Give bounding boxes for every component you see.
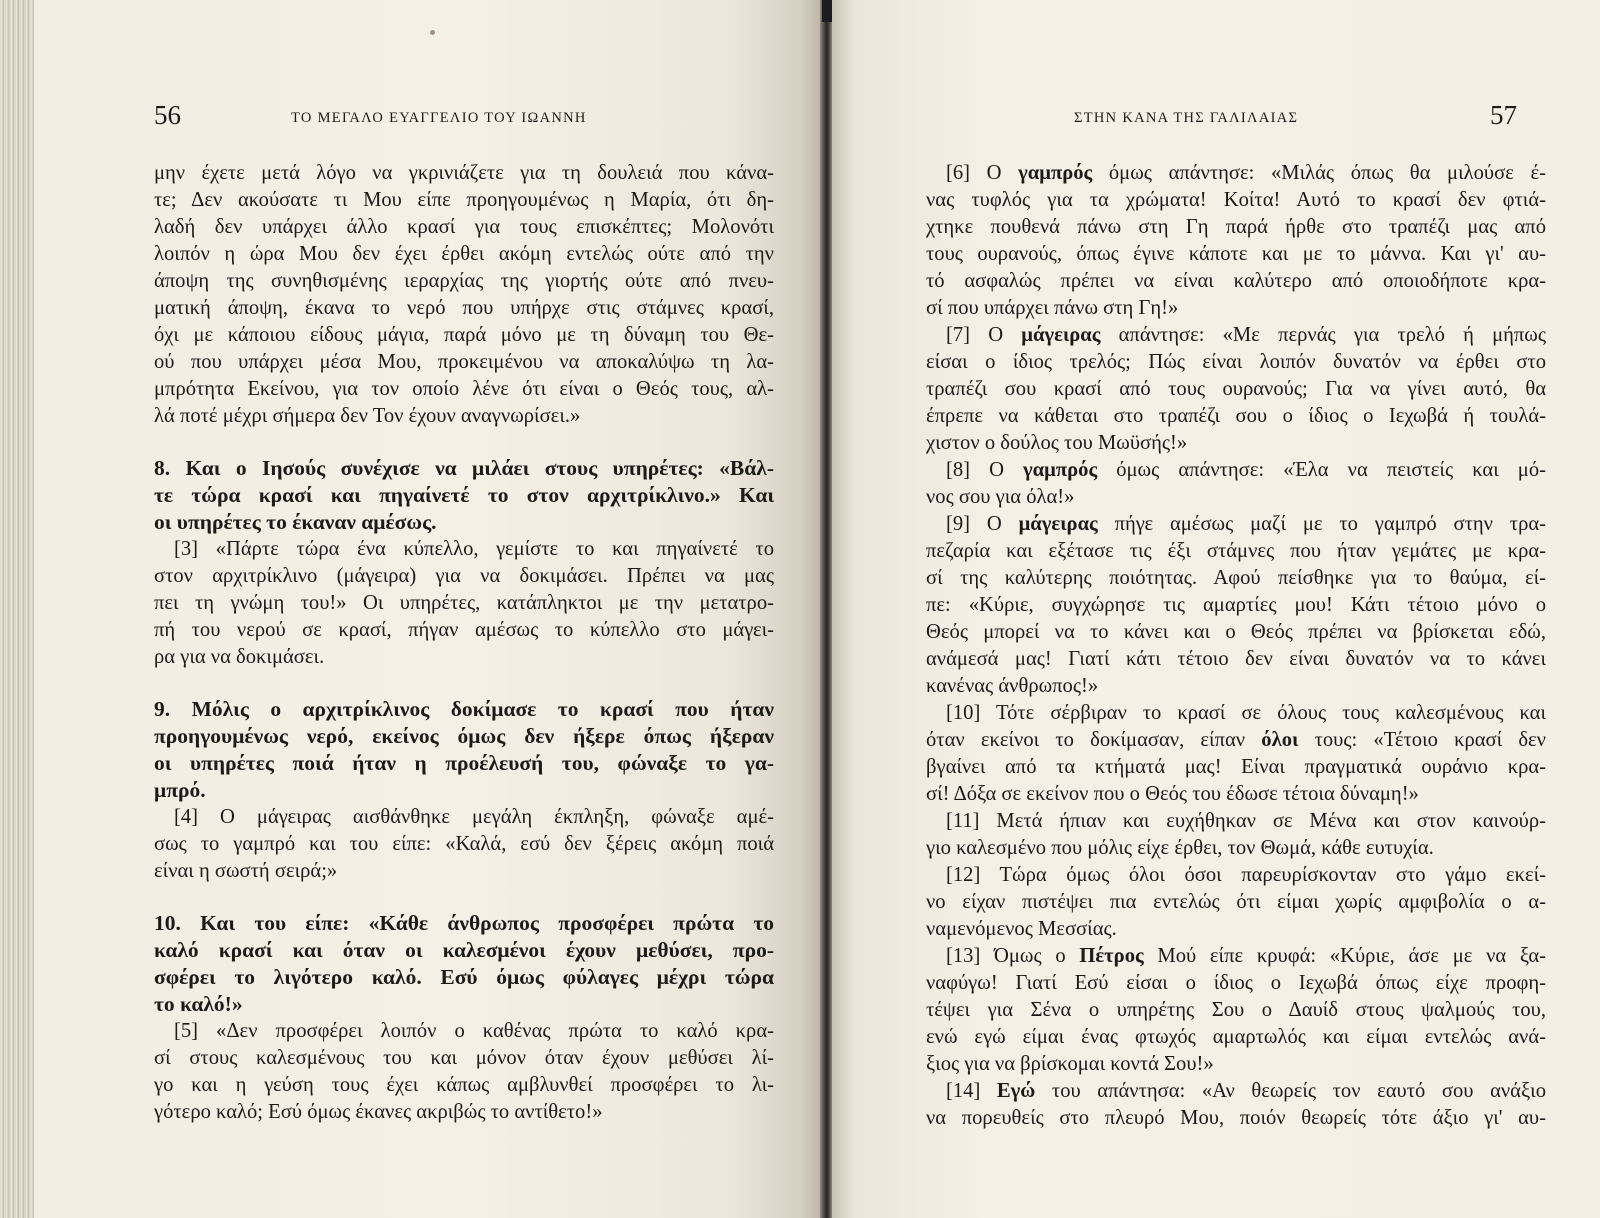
- text-line: όχι με κάποιου είδους μάγια, παρά μόνο με τη δύναμη του Θε-: [154, 324, 774, 346]
- text-line: [926, 781, 1546, 808]
- text-line: μπρότητα Εκείνου, για τον οποίο λένε ότι είναι ο Θεός τους, αλ-: [154, 378, 774, 400]
- text-line: [926, 1078, 1546, 1105]
- left-text-column: [154, 160, 774, 1126]
- text-run: ανάμεσά μας! Γιατί κάτι τέτοιο δεν είναι δυνατόν να το κάνει: [926, 648, 1546, 670]
- text-line: [5] «Δεν προσφέρει λοιπόν ο καθένας πρώτα το καλό κρα-: [174, 1020, 774, 1042]
- bold-name: μάγειρας: [1018, 513, 1098, 535]
- text-run: τους ουρανούς, όπως έγινε κάποτε και με το μάννα. Και γι' αυ-: [926, 243, 1546, 265]
- text-line: [926, 187, 1546, 214]
- text-line: τε τώρα κρασί και πηγαίνετέ το στον αρχιτρίκλινο.» Και: [154, 483, 774, 507]
- text-run: [7] Ο: [946, 324, 1022, 346]
- text-line: 9. Μόλις ο αρχιτρίκλινος δοκίμασε το κρασί που ήταν: [154, 697, 774, 721]
- text-run: πε: «Κύριε, συγχώρησε τις αμαρτίες μου! Κάτι τέτοιο μόνο ο: [926, 594, 1546, 616]
- paragraph-5: [154, 1018, 774, 1126]
- bold-name: όλοι: [1261, 729, 1299, 751]
- text-run: σί της καλύτερης ποιότητας. Αφού πείσθηκε για το θαύμα, εί-: [926, 567, 1546, 589]
- verse-9-heading: [154, 696, 774, 804]
- bold-name: γαμπρός: [1018, 162, 1093, 184]
- text-run: νος σου για όλα!»: [926, 486, 1075, 508]
- text-line: μην έχετε μετά λόγο να γκρινιάζετε για τη δουλειά που κάνα-: [154, 162, 774, 184]
- left-page: [34, 0, 824, 1218]
- text-run: γιο καλεσμένο που μόλις είχε έρθει, τον Θωμά, κάθε ευτυχία.: [926, 837, 1434, 859]
- text-line: τε; Δεν ακούσατε τι Μου είπε προηγουμένως η Μαρία, ότι δη-: [154, 189, 774, 211]
- text-line: στον αρχιτρίκλινο (μάγειρα) για να δοκιμάσει. Πρέπει να μας: [154, 565, 774, 587]
- left-page-number: 56: [154, 100, 181, 130]
- right-running-head: ΣΤΗΝ ΚΑΝΑ ΤΗΣ ΓΑΛΙΛΑΙΑΣ: [1074, 110, 1299, 126]
- text-run: [14]: [946, 1080, 997, 1102]
- text-run: [9] Ο: [946, 513, 1019, 535]
- right-text-column: [926, 160, 1546, 1132]
- text-line: πή του νερού σε κρασί, πήγαν αμέσως το κύπελλο στο μάγει-: [154, 619, 774, 641]
- text-run: χιστον ο δούλος του Μωϋσής!»: [926, 432, 1188, 454]
- text-line: [926, 1105, 1546, 1132]
- print-fleck: [430, 30, 435, 35]
- text-line: ματική άποψη, έκανα το νερό που υπήρχε στις στάμνες κρασί,: [154, 297, 774, 319]
- right-page: [832, 0, 1600, 1218]
- text-line: [926, 295, 1546, 322]
- text-run: του απάντησα: «Αν θεωρείς τον εαυτό σου ανάξιο: [1035, 1080, 1546, 1102]
- text-run: βγαίνει από τα κτήματά μας! Είναι πραγματικά ουράνιο κρα-: [926, 756, 1546, 778]
- text-run: σί! Δόξα σε εκείνον που ο Θεός του έδωσε τέτοια δύναμη!»: [926, 783, 1419, 805]
- text-run: νας τυφλός για τα χρώματα! Κοίτα! Αυτό το κρασί δεν φτιά-: [926, 189, 1546, 211]
- text-line: καλό κρασί και όταν οι καλεσμένοι έχουν μεθύσει, προ-: [154, 938, 774, 962]
- text-line: 10. Και του είπε: «Κάθε άνθρωπος προσφέρει πρώτα το: [154, 911, 774, 935]
- paragraph-gap: [154, 885, 774, 910]
- text-line: ού που υπάρχει μέσα Μου, προκειμένου να αποκαλύψω τη λα-: [154, 351, 774, 373]
- text-run: [6] Ο: [946, 162, 1019, 184]
- text-line: [926, 511, 1546, 538]
- text-run: ναμενόμενος Μεσσίας.: [926, 918, 1117, 940]
- text-line: [926, 808, 1546, 835]
- text-line: [926, 214, 1546, 241]
- text-run: όμως απάντησε: «Μιλάς όπως θα μιλούσε έ-: [1092, 162, 1546, 184]
- text-run: τό ασφαλώς πρέπει να είναι καλύτερο από οποιοδήποτε κρα-: [926, 270, 1546, 292]
- text-run: απάντησε: «Με περνάς για τρελό ή μήπως: [1100, 324, 1546, 346]
- text-line: λά ποτέ μέχρι σήμερα δεν Τον έχουν αναγνωρίσει.»: [154, 405, 581, 427]
- text-line: [926, 889, 1546, 916]
- bold-name: μάγειρας: [1021, 324, 1101, 346]
- text-line: άποψη της συνηθισμένης ιεραρχίας της γιορτής ούτε από πνευ-: [154, 270, 774, 292]
- text-line: μπρό.: [154, 778, 206, 802]
- text-line: [926, 160, 1546, 187]
- left-running-head: ΤΟ ΜΕΓΑΛΟ ΕΥΑΓΓΕΛΙΟ ΤΟΥ ΙΩΑΝΝΗ: [291, 110, 587, 126]
- text-run: [11] Μετά ήπιαν και ευχήθηκαν σε Μένα και στον καινούρ-: [946, 810, 1546, 832]
- text-line: σφέρει το λιγότερο καλό. Εσύ όμως φύλαγες μέχρι τώρα: [154, 965, 774, 989]
- text-line: [926, 268, 1546, 295]
- bold-name: Πέτρος: [1079, 945, 1144, 967]
- text-run: Μού είπε κρυφά: «Κύριε, άσε με να ξα-: [1143, 945, 1546, 967]
- text-run: έπρεπε να κάθεται στο τραπέζι σου ο ίδιος ο Ιεχωβά ή τουλά-: [926, 405, 1546, 427]
- text-run: Θεός μπορεί να το κάνει και ο Θεός πρέπει να βρίσκεται εδώ,: [926, 621, 1546, 643]
- text-line: γο και η γεύση τους έχει κάπως αμβλυνθεί προσφέρει το λι-: [154, 1074, 774, 1096]
- text-line: [926, 835, 1546, 862]
- text-line: οι υπηρέτες ποιά ήταν η προέλευσή του, φώναξε το γα-: [154, 751, 774, 775]
- text-run: [8] Ο: [946, 459, 1024, 481]
- text-line: [926, 943, 1546, 970]
- paragraph-gap: [154, 671, 774, 696]
- text-run: νο είχαν πιστέψει πια εντελώς ότι είμαι χωρίς αμφιβολία ο α-: [926, 891, 1546, 913]
- text-line: το καλό!»: [154, 992, 243, 1016]
- text-line: [926, 1051, 1546, 1078]
- text-line: είναι η σωστή σειρά;»: [154, 860, 338, 882]
- text-line: προηγουμένως νερό, εκείνος όμως δεν ήξερε όπως ήξεραν: [154, 724, 774, 748]
- paragraph-gap: [154, 430, 774, 455]
- text-line: [926, 538, 1546, 565]
- text-line: λοιπόν η ώρα Μου δεν έχει έρθει ακόμη εντελώς ούτε από την: [154, 243, 774, 265]
- text-line: [926, 376, 1546, 403]
- text-line: [926, 862, 1546, 889]
- text-line: λαδή δεν υπάρχει άλλο κρασί για τους επισκέπτες; Μολονότι: [154, 216, 774, 238]
- text-line: [926, 646, 1546, 673]
- text-run: είσαι ο ίδιος τρελός; Πώς είναι λοιπόν δυνατόν να έρθει στο: [926, 351, 1546, 373]
- text-line: [926, 727, 1546, 754]
- text-line: [926, 1024, 1546, 1051]
- text-run: τέψει για Σένα ο υπηρέτης Σου ο Δαυίδ στους ψαλμούς του,: [926, 999, 1546, 1021]
- right-page-number: 57: [1490, 100, 1517, 130]
- paragraph-3: [154, 536, 774, 671]
- verse-8-heading: [154, 455, 774, 536]
- verse-10-heading: [154, 910, 774, 1018]
- text-line: [926, 322, 1546, 349]
- bold-name: γαμπρός: [1023, 459, 1098, 481]
- text-line: [926, 673, 1546, 700]
- text-run: ναφύγω! Γιατί Εσύ είσαι ο ίδιος ο Ιεχωβά όπως είχε προφη-: [926, 972, 1546, 994]
- text-run: όμως απάντησε: «Έλα να πειστείς και μό-: [1097, 459, 1546, 481]
- text-line: [926, 565, 1546, 592]
- paragraph-4: [154, 804, 774, 885]
- text-run: όταν εκείνοι το δοκίμασαν, είπαν: [926, 729, 1262, 751]
- text-run: πήγε αμέσως μαζί με το γαμπρό στην τρα-: [1097, 513, 1546, 535]
- text-run: σί που υπάρχει πάνω στη Γη!»: [926, 297, 1179, 319]
- text-line: γότερο καλό; Εσύ όμως έκανες ακριβώς το αντίθετο!»: [154, 1101, 603, 1123]
- text-line: [926, 997, 1546, 1024]
- text-run: [12] Τώρα όμως όλοι όσοι παρευρίσκονταν στο γάμο εκεί-: [946, 864, 1546, 886]
- text-run: [13] Όμως ο: [946, 945, 1080, 967]
- text-run: [10] Τότε σέρβιραν το κρασί σε όλους τους καλεσμένους και: [946, 702, 1546, 724]
- bold-name: Εγώ: [996, 1080, 1036, 1102]
- text-line: [926, 916, 1546, 943]
- text-line: οι υπηρέτες το έκαναν αμέσως.: [154, 510, 437, 534]
- text-run: να πορευθείς στο πλευρό Μου, ποιόν θεωρείς τότε άξιο γι' αυ-: [926, 1107, 1546, 1129]
- text-line: πει τη γνώμη του!» Οι υπηρέτες, κατάπληκτοι με την μετατρο-: [154, 592, 774, 614]
- text-run: χτηκε πουθενά πάνω στη Γη παρά ήρθε στο τραπέζι μας από: [926, 216, 1546, 238]
- text-line: 8. Και ο Ιησούς συνέχισε να μιλάει στους υπηρέτες: «Βάλ-: [154, 456, 774, 480]
- text-line: σί στους καλεσμένους του και μόνον όταν έχουν μεθύσει λί-: [154, 1047, 774, 1069]
- text-run: πεζαρία και εξέτασε τις έξι στάμνες που ήταν γεμάτες με κρα-: [926, 540, 1546, 562]
- text-run: ξιος για να βρίσκομαι κοντά Σου!»: [926, 1053, 1214, 1075]
- text-line: [926, 754, 1546, 781]
- text-line: [926, 970, 1546, 997]
- text-line: [926, 700, 1546, 727]
- text-line: ρα για να δοκιμάσει.: [154, 646, 325, 668]
- text-line: [926, 457, 1546, 484]
- text-line: σως το γαμπρό και του είπε: «Καλά, εσύ δεν ξέρεις ακόμη ποιά: [154, 833, 774, 855]
- text-line: [926, 592, 1546, 619]
- text-run: τραπέζι σου κρασί από τους ουρανούς; Για να γίνει αυτό, θα: [926, 378, 1546, 400]
- paragraph-continued: [154, 160, 774, 430]
- text-run: τους: «Τέτοιο κρασί δεν: [1298, 729, 1546, 751]
- text-line: [4] Ο μάγειρας αισθάνθηκε μεγάλη έκπληξη, φώναξε αμέ-: [174, 806, 774, 828]
- text-line: [926, 619, 1546, 646]
- text-line: [926, 403, 1546, 430]
- text-run: ενώ εγώ είμαι ένας φτωχός αμαρτωλός και είμαι εντελώς ανά-: [926, 1026, 1546, 1048]
- text-line: [3] «Πάρτε τώρα ένα κύπελλο, γεμίστε το και πηγαίνετέ το: [174, 538, 774, 560]
- text-run: κανένας άνθρωπος!»: [926, 675, 1099, 697]
- text-line: [926, 349, 1546, 376]
- text-line: [926, 241, 1546, 268]
- text-line: [926, 484, 1546, 511]
- text-line: [926, 430, 1546, 457]
- page-edges: [0, 0, 36, 1218]
